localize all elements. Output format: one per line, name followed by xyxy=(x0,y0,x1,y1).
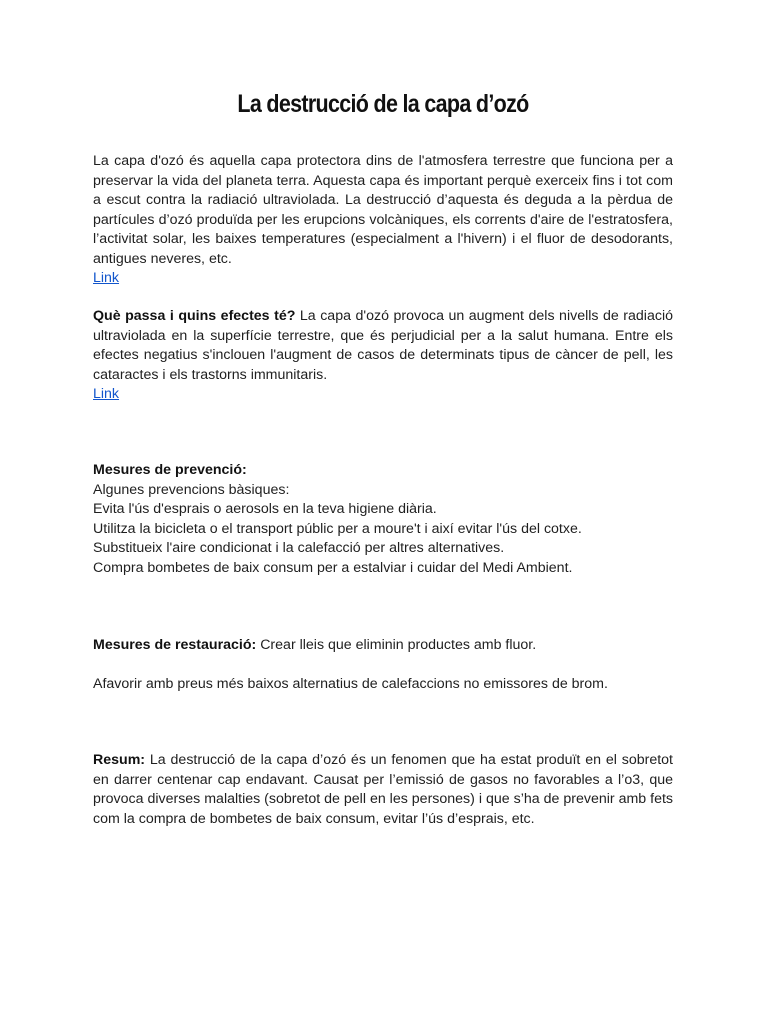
summary-section xyxy=(93,751,673,829)
prevention-section xyxy=(93,461,673,578)
effects-heading: Què passa i quins efectes té? xyxy=(93,308,296,324)
prevention-line: Compra bombetes de baix consum per a estalviar i cuidar del Medi Ambient. xyxy=(93,559,573,576)
prevention-heading: Mesures de prevenció: xyxy=(93,462,247,478)
summary-text: La destrucció de la capa d’ozó és un fenomen que ha estat produït en el sobretot en darrer centenar cap endavant. Causat per l’emissió de gasos no favorables a l’o3, que provoca diverses malalties (sobretot de pell en les persones) i que s’ha de prevenir amb fets com la compra de bombetes de baix consum, evitar l’ús d’esprais, etc. xyxy=(93,752,673,827)
prevention-line: Evita l'ús d'esprais o aerosols en la teva higiene diària. xyxy=(93,501,437,517)
prevention-line: Utilitza la bicicleta o el transport públic per a moure't i així evitar l'ús del cotxe. xyxy=(93,520,582,537)
restoration-text: Crear lleis que eliminin productes amb fluor. xyxy=(260,637,537,653)
effects-text: La capa d'ozó provoca un augment dels nivells de radiació ultraviolada en la superfície terrestre, que és perjudicial per a la salut humana. Entre els efectes negatius s'inclouen l'augment de casos de determinats tipus de càncer de pell, les cataractes i els trastorns immunitaris. xyxy=(93,308,673,383)
restoration-extra-text: Afavorir amb preus més baixos alternatius de calefaccions no emissores de brom. xyxy=(93,676,608,692)
prevention-line: Algunes prevencions bàsiques: xyxy=(93,481,290,498)
intro-section xyxy=(93,152,673,289)
effects-link[interactable]: Link xyxy=(93,386,120,402)
restoration-extra-section xyxy=(93,675,673,695)
intro-text: La capa d'ozó és aquella capa protectora dins de l'atmosfera terrestre que funciona per a preservar la vida del planeta terra. Aquesta capa és important perquè exerceix fins i tot com a escut contra la radiació ultraviolada. La destrucció d’aquesta és deguda a la pèrdua de partícules d’ozó produïda per les erupcions volcàniques, els corrents d'aire de l'estratosfera, l’activitat solar, les baixes temperatures (especialment a l'hivern) i el fluor de desodorants, antigues neveres, etc. xyxy=(93,153,673,267)
intro-link[interactable]: Link xyxy=(93,270,120,286)
document-title: La destrucció de la capa d’ozó xyxy=(237,90,529,118)
restoration-section xyxy=(93,636,673,656)
effects-section xyxy=(93,307,673,405)
prevention-line: Substitueix l'aire condicionat i la calefacció per altres alternatives. xyxy=(93,540,505,556)
summary-heading: Resum: xyxy=(93,752,146,768)
restoration-heading: Mesures de restauració: xyxy=(93,637,257,653)
